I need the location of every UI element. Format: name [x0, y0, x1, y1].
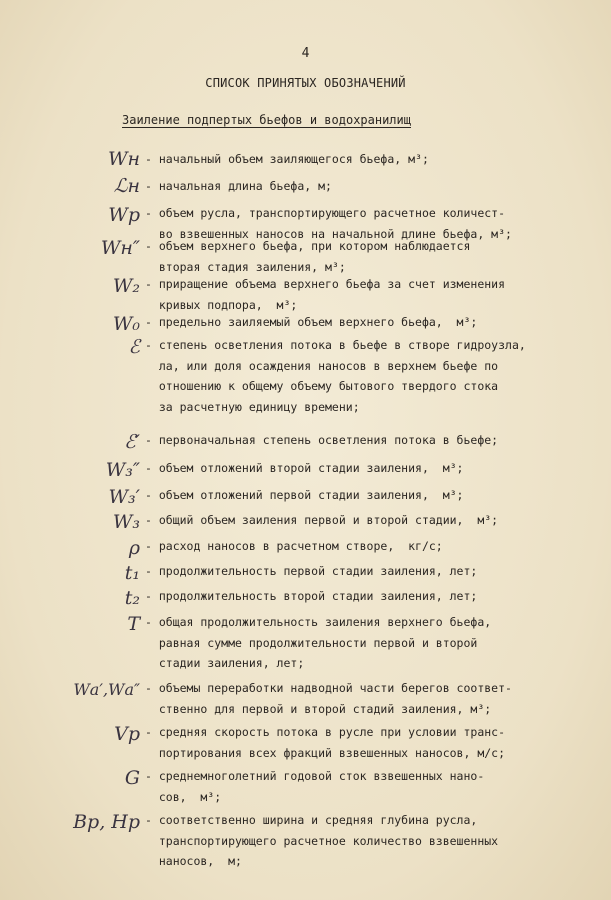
notation-symbol: G: [124, 767, 140, 789]
notation-description: - объем русла, транспортирующего расчетное количест- во взвешенных наносов на начальной длине бьефа, м³;: [145, 206, 512, 241]
notation-symbol: W₃: [112, 511, 140, 533]
notation-description: - степень осветления потока в бьефе в створе гидроузла, ла, или доля осаждения наносов в верхнем бьефе по отношению к общему объему бытового твердого стока за расчетную единицу времени;: [145, 338, 526, 414]
notation-description: - объем отложений второй стадии заиления, м³;: [145, 461, 464, 475]
page-number: 4: [301, 46, 310, 61]
notation-symbol: Vр: [114, 723, 140, 745]
notation-symbol: Wн: [107, 148, 140, 170]
notation-description: - приращение объема верхнего бьефа за счет изменения кривых подпора, м³;: [145, 277, 506, 312]
notation-description: - первоначальная степень осветления потока в бьефе;: [145, 433, 499, 447]
notation-description: - расход наносов в расчетном створе, кг/с;: [145, 539, 443, 553]
notation-symbol: ρ: [128, 537, 140, 559]
notation-symbol: ℒн: [113, 175, 140, 197]
notation-description: - начальная длина бьефа, м;: [145, 179, 332, 193]
notation-symbol: Wн″: [100, 237, 140, 259]
notation-description: - объем верхнего бьефа, при котором наблюдается вторая стадия заиления, м³;: [145, 239, 471, 274]
page-title: СПИСОК ПРИНЯТЫХ ОБОЗНАЧЕНИЙ: [205, 76, 406, 90]
notation-symbol: W₃′: [108, 486, 140, 508]
notation-description: - объем отложений первой стадии заиления, м³;: [145, 488, 464, 502]
notation-description: - предельно заиляемый объем верхнего бьефа, м³;: [145, 315, 478, 329]
notation-description: - начальный объем заиляющегося бьефа, м³;: [145, 152, 429, 166]
notation-symbol: ℰ′: [124, 431, 140, 453]
notation-symbol: t₁: [124, 562, 140, 584]
notation-symbol: Bр, Hр: [73, 811, 140, 833]
notation-symbol: Wа′,Wа″: [73, 680, 140, 699]
notation-description: - соответственно ширина и средняя глубина русла, транспортирующего расчетное количество взвешенных наносов, м;: [145, 813, 499, 868]
notation-symbol: Wр: [108, 204, 140, 226]
section-heading: Заиление подпертых бьефов и водохранилищ: [122, 113, 411, 127]
notation-symbol: t₂: [124, 587, 140, 609]
notation-description: - средняя скорость потока в русле при условии транс- портирования всех фракций взвешенных наносов, м/с;: [145, 725, 506, 760]
notation-description: - объемы переработки надводной части берегов соответ- ственно для первой и второй стадий заиления, м³;: [145, 681, 512, 716]
notation-description: - продолжительность первой стадии заиления, лет;: [145, 564, 478, 578]
notation-description: - общая продолжительность заиления верхнего бьефа, равная сумме продолжительности первой и второй стадии заиления, лет;: [145, 615, 492, 670]
notation-symbol: W₀: [112, 313, 140, 335]
notation-description: - среднемноголетний годовой сток взвешенных нано- сов, м³;: [145, 769, 485, 804]
notation-symbol: W₂: [112, 275, 140, 297]
notation-symbol: ℰ: [128, 336, 140, 358]
notation-description: - продолжительность второй стадии заиления, лет;: [145, 589, 478, 603]
notation-description: - общий объем заиления первой и второй стадии, м³;: [145, 513, 499, 527]
notation-symbol: W₃″: [105, 459, 140, 481]
notation-symbol: T: [127, 613, 140, 635]
